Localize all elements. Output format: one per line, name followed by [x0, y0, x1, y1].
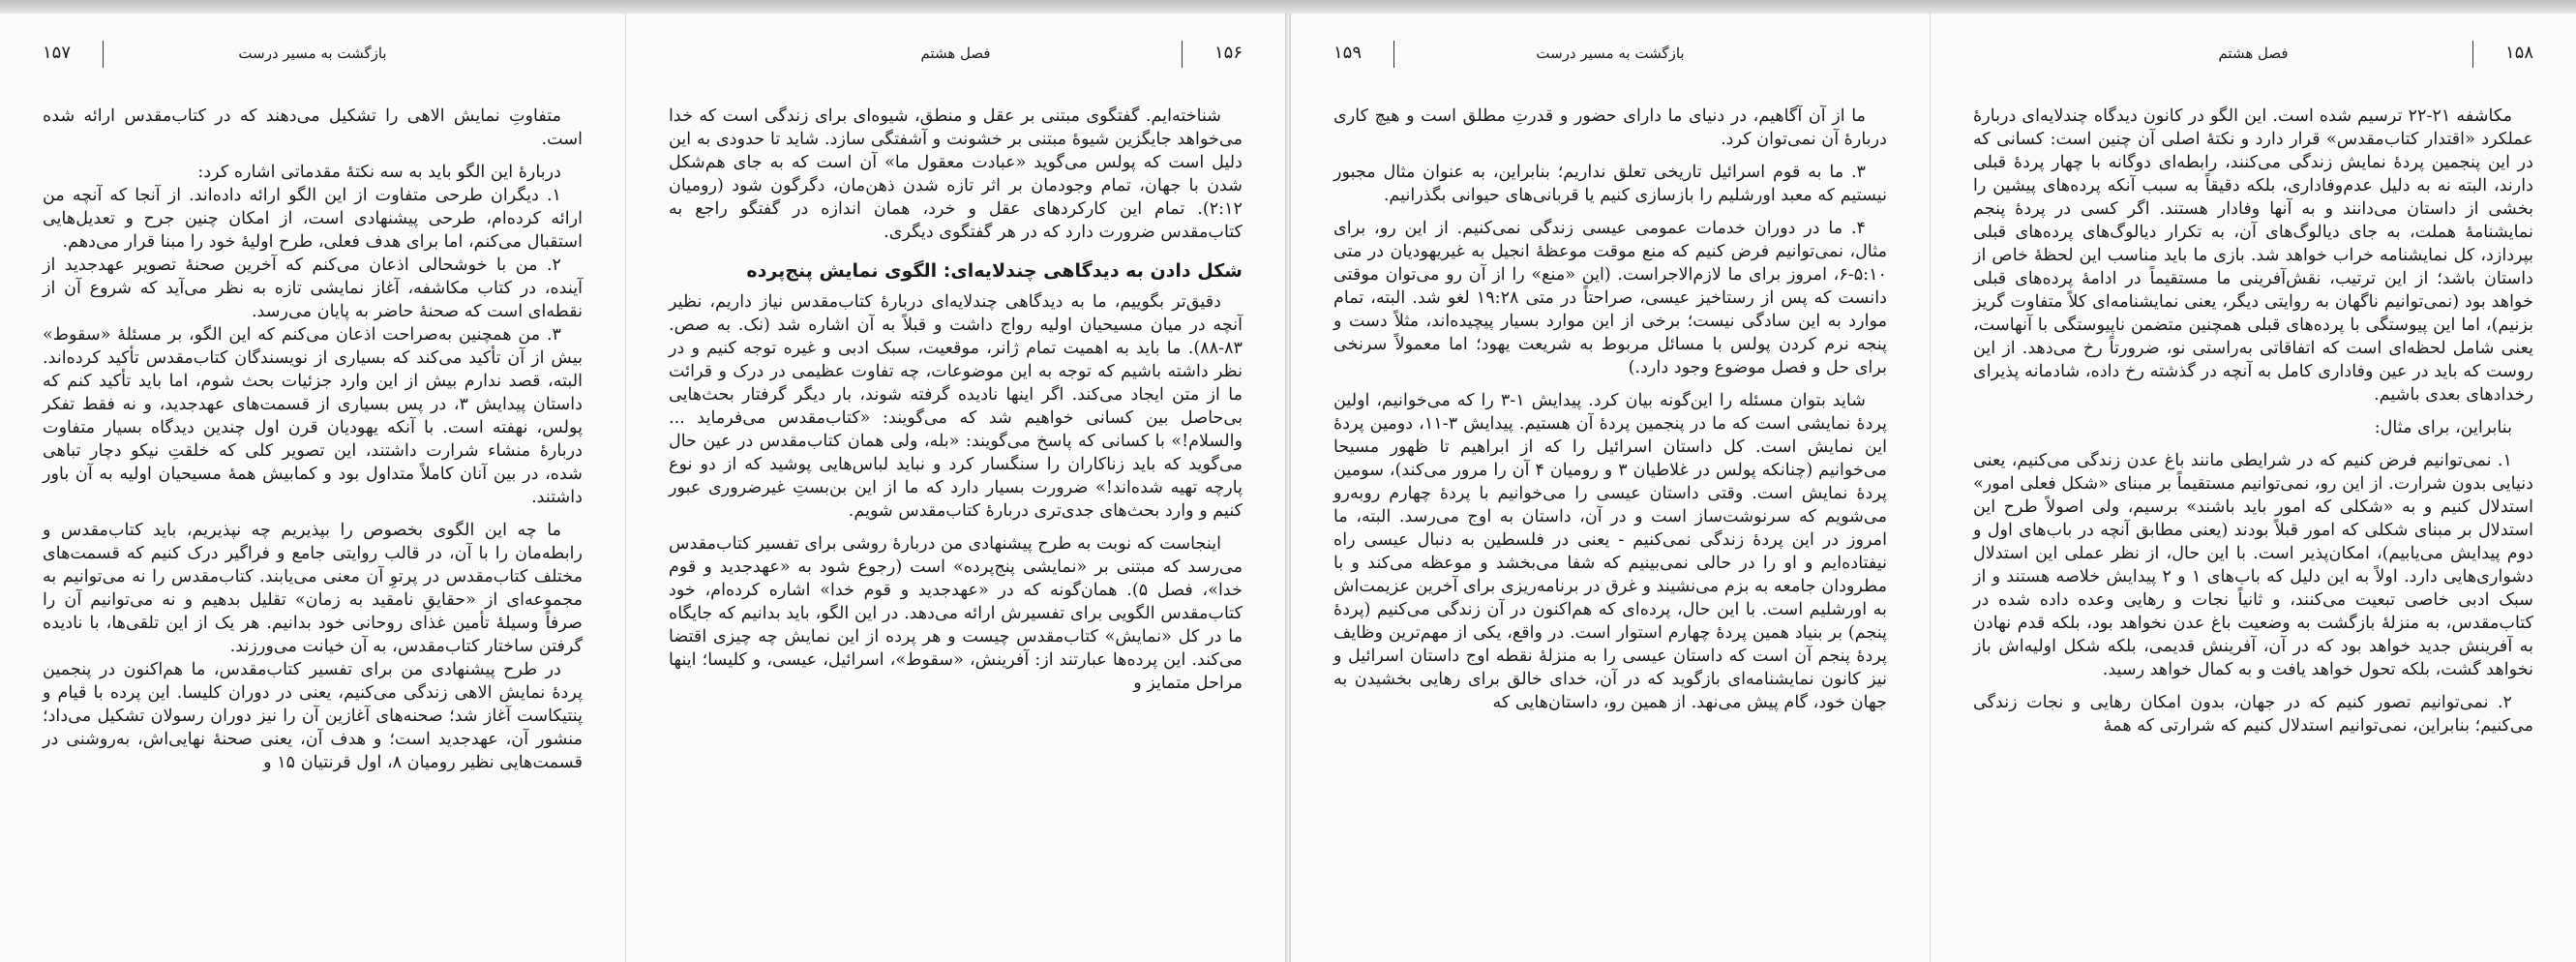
section-heading: شکل دادن به دیدگاهی چندلایه‌ای: الگوی نمایش پنج‌پرده — [746, 260, 1243, 282]
page-number: ۱۵۶ — [1213, 43, 1243, 63]
paragraph: ۲. نمی‌توانیم تصور کنیم که در جهان، بدون امکان رهایی و نجات زندگی می‌کنیم؛ بنابراین، نمی‌توانیم استدلال کنیم که شرارتی که همهٔ — [1973, 693, 2533, 736]
running-head: بازگشت به مسیر درست — [1536, 45, 1685, 62]
paragraph: مکاشفه ۲۱-۲۲ ترسیم شده است. این الگو در کانون دیدگاه چندلایه‌ای دربارهٔ عملکرد «اقتدار کتاب‌مقدس» قرار دارد و نکتهٔ اصلی آن چنین است: کسانی که در این پنجمین پردهٔ نمایش زندگی می‌کنند، رابطه‌ای دوگانه با چهار پردهٔ قبلی دارند، البته نه به دلیل عدم‌وفاداری، بلکه دقیقاً به سبب آنکه پرده‌های پیشین را بخشی از داستان می‌دانند و به آنها وفادار هستند. اگر کسی در پردهٔ پنجم نمایشنامهٔ هملت، به جای دیالوگ‌های آن، به تکرار دیالوگ‌های پرده‌های قبلی بپردازد، کل نمایشنامه خراب خواهد شد. بازی ما باید مناسب این لحظهٔ خاص از داستان باشد؛ از این ترتیب، نقش‌آفرینی ما مستقیماً در ادامهٔ پرده‌های قبلی خواهد بود (نمی‌توانیم ناگهان به روایتی دیگر، یعنی نمایشنامه‌ای کلاً متفاوت گریز بزنیم)، اما این پیوستگی با پرده‌های قبلی همچنین متضمن ناپیوستگی با آنهاست، یعنی شامل لحظه‌ای است که اتفاقاتی به‌راستی نو، ضرورتاً رخ می‌دهد. از این روست که باید در عین وفاداری کامل به آنچه در گذشته رخ داده، شادمانه پذیرای رخدادهای بعدی باشیم. — [1973, 106, 2533, 405]
running-head: فصل هشتم — [2218, 45, 2289, 62]
paragraph: ۳. من همچنین به‌صراحت اذعان می‌کنم که این الگو، بر مسئلهٔ «سقوط» بیش از آن تأکید می‌کند که بسیاری از نویسندگان کتاب‌مقدس تأکید کرده‌اند. البته، قصد ندارم بیش از این وارد جزئیات بحث شوم، اما باید تأکید کنم که داستان پیدایش ۳، در پس بسیاری از قسمت‌های عهدجدید، و نه فقط تفکر پولس، نهفته است. با آنکه یهودیان قرن اول چندین دیدگاه بسیار متفاوت دربارهٔ منشاء شرارت داشتند، این تصویر کلی که خلقتِ نیکو دچار تباهی شده، در بین آنان کاملاً متداول بود و کمابیش همهٔ مسیحیان اولیه به آن باور داشتند. — [43, 325, 583, 507]
book-page-158 — [1930, 14, 2576, 962]
paragraph: ما چه این الگوی بخصوص را بپذیریم چه نپذیریم، باید کتاب‌مقدس و رابطه‌مان را با آن، در قالب روایتی جامع و فراگیر درک کنیم که قسمت‌های مختلف کتاب‌مقدس در پرتوِ آن معنی می‌یابند. کتاب‌مقدس را نه می‌توانیم به مجموعه‌ای از «حقایقِ نامقید به زمان» تقلیل بدهیم و نه می‌توانیم آن را صرفاً وسیلهٔ تأمین غذای روحانی خود بدانیم. هر یک از این تلقی‌ها، با نادیده گرفتن ساختار کتاب‌مقدس، به آن خیانت می‌ورزند. — [43, 521, 583, 656]
page-number: ۱۵۹ — [1333, 43, 1363, 63]
scan-top-edge — [0, 0, 2576, 14]
page-body — [1333, 105, 1887, 714]
page-header — [669, 43, 1243, 72]
paragraph: بنابراین، برای مثال: — [2374, 418, 2512, 437]
paragraph: شاید بتوان مسئله را این‌گونه بیان کرد. پیدایش ۱-۳ را که می‌خوانیم، اولین پردهٔ نمایشی است که ما در پنجمین پردهٔ آن هستیم. پیدایش ۳-۱۱، دومین پردهٔ این نمایش است. کل داستان اسرائیل را که از ابراهیم تا ظهور مسیحا می‌خوانیم (چنانکه پولس در غلاطیان ۳ و رومیان ۴ آن را مرور می‌کند)، سومین پردهٔ نمایش است. وقتی داستان عیسی را می‌خوانیم با پردهٔ چهارم روبه‌رو می‌شویم که سرنوشت‌ساز است و در آن، داستان به اوج می‌رسد. البته، ما امروز در این پردهٔ زندگی نمی‌کنیم - یعنی در فلسطین به دنبال عیسی راه نیفتاده‌ایم و او را در حالی نمی‌بینیم که شفا می‌بخشد و موعظه می‌کند و با مطرودان جامعه به بزم می‌نشیند و غرق در برنامه‌ریزی برای آخرین عزیمت‌اش به اورشلیم است. با این حال، پرده‌ای که هم‌اکنون در آن زندگی می‌کنیم (پردهٔ پنجم) بر بنیاد همین پردهٔ چهارم استوار است. در واقع، یکی از مهم‌ترین وظایف پردهٔ پنجم آن است که داستان عیسی را به منزلهٔ نقطه اوج داستان اسرائیل و نیز کانون نمایشنامه‌ای بازگوید که در آن، خدای خالق برای رهایی بخشیدن به جهان خود، گام پیش می‌نهد. از همین رو، داستان‌هایی که — [1333, 391, 1888, 712]
page-body — [43, 105, 583, 774]
page-header — [1333, 43, 1887, 72]
paragraph: ۱. دیگران طرحی متفاوت از این الگو ارائه داده‌اند. از آنجا که آنچه من ارائه کرده‌ام، طرحی پیشنهادی است، از امکان چنین جرح و تعدیل‌هایی استقبال می‌کنم، اما برای هدف فعلی، طرح اولیهٔ خود را مبنا قرار می‌دهم. — [43, 186, 583, 252]
paragraph: ما از آن آگاهیم، در دنیای ما دارای حضور و قدرتِ مطلق است و هیچ کاری دربارهٔ آن نمی‌توان کرد. — [1333, 106, 1887, 149]
paragraph: ۲. من با خوشحالی اذعان می‌کنم که آخرین صحنهٔ تصویر عهدجدید از آینده، در کتاب مکاشفه، آغاز نمایشی تازه به نظر می‌آید که شروع آن از نقطه‌ای است که صحنهٔ حاضر به پایان می‌رسد. — [43, 256, 583, 321]
page-header — [43, 43, 583, 72]
page-number: ۱۵۷ — [43, 43, 72, 63]
book-page-159 — [1291, 14, 1930, 962]
page-body — [1973, 105, 2533, 737]
running-head: فصل هشتم — [920, 45, 991, 62]
paragraph: دربارهٔ این الگو باید به سه نکتهٔ مقدماتی اشاره کرد: — [197, 163, 561, 182]
page-number: ۱۵۸ — [2504, 43, 2533, 63]
paragraph: دقیق‌تر بگوییم، ما به دیدگاهی چندلایه‌ای دربارهٔ کتاب‌مقدس نیاز داریم، نظیر آنچه در میان مسیحیان اولیه رواج داشت و قبلاً به آن اشاره شد (نک. به صص. ۸۳-۸۸). ما باید به اهمیت تمام ژانر، موقعیت، سبک ادبی و غیره توجه کنیم و در نظر داشته باشیم که توجه به این موضوعات، چه تفاوت عظیمی در درک و قرائت ما از متن ایجاد می‌کند. اگر اینها نادیده گرفته شوند، بار دیگر گرفتار بحث‌هایی بی‌حاصل بین کسانی خواهیم شد که می‌گویند: «کتاب‌مقدس می‌فرماید ... والسلام!» با کسانی که پاسخ می‌گویند: «بله، ولی همان کتاب‌مقدس در عین حال می‌گوید که باید زناکاران را سنگسار کرد و نباید لباس‌هایی پوشید که از دو نوع پارچه تهیه شده‌اند!» ضرورت بسیار دارد که ما از این بن‌بستِ غیرضروری عبور کنیم و وارد بحث‌های جدی‌تری دربارهٔ کتاب‌مقدس شویم. — [669, 292, 1243, 521]
book-page-156 — [625, 14, 1285, 962]
paragraph: ۱. نمی‌توانیم فرض کنیم که در شرایطی مانند باغ عدن زندگی می‌کنیم، یعنی دنیایی بدون شرارت. از این رو، نمی‌توانیم مستقیماً بر مبنای «شکل فعلی امور» استدلال کنیم و به «شکلی که امور باید باشند» برسیم، ولی اصولاً طرح این استدلال بر مبنای شکلی که امور قبلاً بودند (یعنی مطابق آنچه در باب‌های اول و دوم پیدایش می‌یابیم)، امکان‌پذیر است. با این حال، از نظر عملی این استدلال دشواری‌هایی دارد. اولاً به این دلیل که باب‌های ۱ و ۲ پیدایش خلاصه هستند و از سبک ادبی خاصی تبعیت می‌کنند، و ثانیاً نجات و رهایی وعده داده شده در کتاب‌مقدس، به منزلهٔ بازگشت به وضعیت باغ عدن نخواهد بود، بلکه قدم نهادن به آفرینش جدید خواهد بود که در آن، آفرینش قدیمی، بلکه شکل اولیه‌اش باز نخواهد گشت، بلکه تحول خواهد یافت و به کمال خواهد رسید. — [1973, 451, 2534, 679]
paragraph: شناخته‌ایم. گفتگوی مبتنی بر عقل و منطق، شیوه‌ای برای زندگی است که خدا می‌خواهد جایگزین شیوهٔ مبتنی بر خشونت و آشفتگی سازد. شاید تا حدودی به این دلیل است که پولس می‌گوید «عبادت معقول ما» آن است که به جای هم‌شکل شدن با جهان، تمام وجودمان بر اثر تازه شدن ذهن‌مان، دگرگون شود (رومیان ۲:۱۲). تمام این کارکردهای عقل و خرد، همان اندازه در گفتگو راجع به کتاب‌مقدس ضرورت دارد که در هر گفتگوی دیگری. — [669, 106, 1243, 242]
page-body — [669, 105, 1243, 695]
paragraph: ۴. ما در دوران خدمات عمومی عیسی زندگی نمی‌کنیم. از این رو، برای مثال، نمی‌توانیم فرض کنیم که منع موقت موعظهٔ انجیل به غیریهودیان در متی ۵:۱۰-۶، امروز برای ما لازم‌الاجراست. (این «منع» را از آن رو می‌توان موقتی دانست که پس از رستاخیز عیسی، صراحتاً در متی ۱۹:۲۸ لغو شد. البته، تمام موارد به این سادگی نیست؛ برخی از این موارد بسیار پیچیده‌اند، مثلاً دست و پنجه نرم کردن پولس با مسائل مربوط به شریعت یهود؛ اما معمولاً سرنخی برای حل و فصل موضوع وجود دارد.) — [1333, 219, 1887, 377]
paragraph: اینجاست که نوبت به طرح پیشنهادی من دربارهٔ روشی برای تفسیر کتاب‌مقدس می‌رسد که مبتنی بر «نمایشی پنج‌پرده» است (رجوع شود به «عهدجدید و قوم خدا»، فصل ۵). همان‌گونه که در «عهدجدید و قوم خدا» اشاره کرده‌ام، خود کتاب‌مقدس الگویی برای تفسیرش ارائه می‌دهد. در این الگو، باید بدانیم که جایگاه ما در کل «نمایش» کتاب‌مقدس چیست و هر پرده از این نمایش چه چیزی اقتضا می‌کند. این پرده‌ها عبارتند از: آفرینش، «سقوط»، اسرائیل، عیسی، و کلیسا؛ اینها مراحل متمایز و — [669, 534, 1243, 693]
running-head: بازگشت به مسیر درست — [238, 45, 387, 62]
book-page-157 — [0, 14, 625, 962]
paragraph: متفاوتِ نمایش الاهی را تشکیل می‌دهند که در کتاب‌مقدس ارائه شده است. — [43, 106, 583, 149]
paragraph: در طرح پیشنهادی من برای تفسیر کتاب‌مقدس، ما هم‌اکنون در پنجمین پردهٔ نمایش الاهی زندگی می‌کنیم، یعنی در دوران کلیسا. این پرده با قیام و پنتیکاست آغاز شد؛ صحنه‌های آغازین آن را نیز دوران رسولان تشکیل می‌داد؛ منشور آن، عهدجدید است؛ و هدف آن، یعنی صحنهٔ نهایی‌اش، به‌روشنی در قسمت‌هایی نظیر رومیان ۸، اول قرنتیان ۱۵ و — [43, 660, 583, 772]
paragraph: ۳. ما به قوم اسرائیل تاریخی تعلق نداریم؛ بنابراین، به عنوان مثال مجبور نیستیم که معبد اورشلیم را بازسازی کنیم یا قربانی‌های حیوانی بگذرانیم. — [1333, 163, 1887, 205]
page-header — [1973, 43, 2533, 72]
